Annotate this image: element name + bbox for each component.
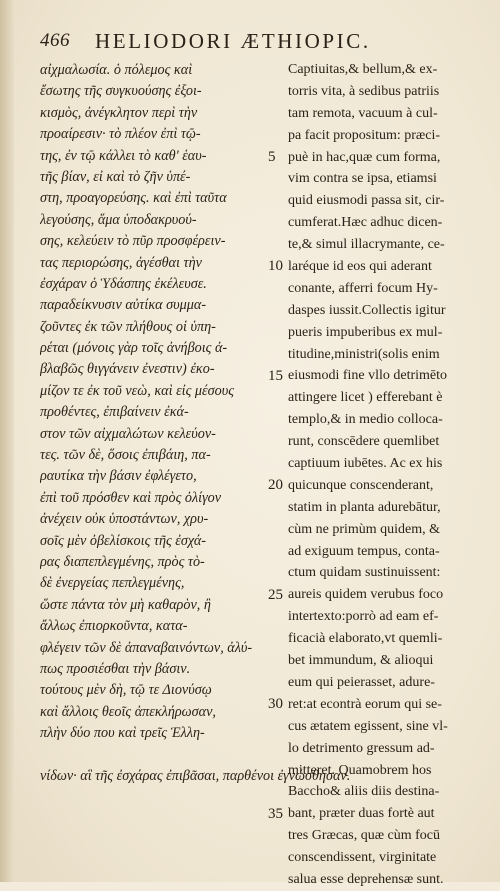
latin-text-line: tam remota, vacuum à cul- bbox=[288, 105, 438, 121]
greek-text-line: ρας διαπεπλεγμένης, πρὸς τὸ- bbox=[40, 553, 205, 570]
latin-text-line: pa facit propositum: præci- bbox=[288, 127, 441, 143]
greek-text-line: ἄλλως ἐπιορκοῦντα, κατα- bbox=[40, 618, 188, 635]
latin-text-line: quid eiusmodi passa sit, cir- bbox=[288, 193, 445, 209]
latin-text-line: torris vita, à sedibus patriis bbox=[288, 83, 440, 99]
greek-text-line: στη, προαγορεύσης. καὶ ἐπὶ ταῦτα bbox=[40, 190, 227, 207]
greek-text-line: ρέται (μόνοις γὰρ τοῖς ἀνήβοις ἀ- bbox=[40, 340, 228, 357]
greek-text-line: στον τῶν αἰχμαλώτων κελεύον- bbox=[40, 425, 216, 442]
line-number: 5 bbox=[268, 148, 276, 165]
latin-text-line: bet immundum, & alioqui bbox=[288, 653, 434, 669]
line-number: 30 bbox=[268, 696, 283, 713]
latin-text-line: aureis quidem verubus foco bbox=[288, 587, 444, 603]
running-title: HELIODORI ÆTHIOPIC. bbox=[95, 29, 371, 53]
greek-text-line: ζοῦντες ἐκ τῶν πλήθους οἱ ὑπη- bbox=[40, 318, 216, 335]
line-number: 35 bbox=[268, 805, 283, 822]
latin-text-line: attingere licet ) efferebant è bbox=[288, 390, 443, 406]
latin-text-line: intertexto:porrò ad eam ef- bbox=[288, 609, 439, 625]
greek-text-line: σης, κελεύειν τὸ πῦρ προσφέρειν- bbox=[40, 233, 226, 250]
greek-text-line: πλὴν δύο που καὶ τρεῖς Ἑλλη- bbox=[40, 725, 205, 742]
line-number: 10 bbox=[268, 258, 283, 275]
line-number: 15 bbox=[268, 367, 283, 384]
latin-text-line: lo detrimento gressum ad- bbox=[288, 740, 435, 756]
page-gutter bbox=[0, 0, 14, 882]
latin-text-line: quicunque conscenderant, bbox=[288, 477, 434, 493]
latin-text-line: ficacià elaborato,vt quemli- bbox=[288, 631, 443, 647]
greek-text-line: ἐσχάραν ὁ Ὑδάσπης ἐκέλευσε. bbox=[40, 275, 207, 292]
latin-text-line: laréque id eos qui aderant bbox=[288, 259, 432, 275]
greek-text-line: καὶ ἄλλοις θεοῖς ἀπεκλήρωσαν, bbox=[40, 703, 216, 720]
latin-text-line: Baccho& aliis diis destina- bbox=[288, 784, 440, 800]
greek-text-line: δὲ ἐνεργείας πεπλεγμένης, bbox=[40, 575, 185, 592]
greek-text-line: τες. τῶν δὲ, ὅσοις ἐπιβάιη, πα- bbox=[40, 447, 211, 464]
latin-text-line: eiusmodi fine vllo detrimēto bbox=[288, 368, 448, 384]
greek-text-line: βλαβῶς θιγγάνειν ἐνεστιν) ἐκο- bbox=[40, 361, 215, 378]
greek-text-line: πως προσιέσθαι τὴν βάσιν. bbox=[40, 660, 191, 677]
latin-text-line: puè in hac,quæ cum forma, bbox=[288, 149, 441, 165]
latin-text-line: tres Græcas, quæ cùm focū bbox=[288, 828, 441, 844]
latin-text-line: ctum quidam sustinuissent: bbox=[288, 565, 441, 581]
page-header bbox=[40, 28, 480, 58]
latin-text-line: cumferat.Hæc adhuc dicen- bbox=[288, 215, 443, 231]
greek-text-line: ραυτίκα τὴν βάσιν ἐφλέγετο, bbox=[40, 468, 197, 485]
greek-text-line: μίζον τε ἐκ τοῦ νεὼ, καὶ εἰς μέσους bbox=[40, 382, 234, 399]
latin-text-column bbox=[288, 59, 488, 891]
latin-text-line: conante, afferri focum Hy- bbox=[288, 280, 438, 296]
line-number: 25 bbox=[268, 586, 283, 603]
greek-text-line: προθέντες, ἐπιβαίνειν ἐκά- bbox=[40, 404, 189, 421]
latin-text-line: vim contra se ipsa, etiamsi bbox=[288, 171, 437, 187]
latin-text-line: templo,& in medio colloca- bbox=[288, 412, 443, 428]
latin-text-line: captiuum iubētes. Ac ex his bbox=[288, 456, 443, 472]
latin-text-line: ret:at econtrà eorum qui se- bbox=[288, 696, 442, 712]
greek-text-line: προαίρεσιν· τὸ πλέον ἐπὶ τῷ- bbox=[40, 126, 201, 143]
greek-text-line: τούτους μὲν δὴ, τῷ τε Διονύσῳ bbox=[40, 682, 212, 699]
latin-text-line: statim in planta adurebātur, bbox=[288, 499, 441, 515]
page-number: 466 bbox=[40, 30, 70, 51]
latin-text-line: cùm ne primùm quidem, & bbox=[288, 521, 441, 537]
latin-text-line: bant, præter duas fortè aut bbox=[288, 806, 435, 822]
greek-text-line: τας περιορώσης, ἀγέσθαι τὴν bbox=[40, 254, 202, 271]
greek-text-line: παραδείκνυσιν αὐτίκα συμμα- bbox=[40, 297, 207, 314]
greek-text-line: ἀνέχειν οὐκ ὑποστάντων, χρυ- bbox=[40, 511, 209, 528]
latin-text-line: cus ætatem egissent, sine vl- bbox=[288, 718, 448, 734]
greek-text-line: φλέγειν τῶν δὲ ἀπαναβαινόντων, ἀλύ- bbox=[40, 639, 253, 656]
greek-text-line: λεγούσης, ἅμα ὑποδακρυού- bbox=[40, 211, 197, 228]
greek-text-line: ἐπὶ τοῦ πρόσθεν καὶ πρὸς ὀλίγον bbox=[40, 489, 222, 506]
latin-text-line: ad exiguum tempus, conta- bbox=[288, 543, 440, 559]
latin-text-line: conscendissent, virginitate bbox=[288, 850, 437, 866]
greek-text-line: ὥστε πάντα τὸν μὴ καθαρὸν, ἢ bbox=[40, 596, 211, 613]
line-number: 20 bbox=[268, 477, 283, 494]
greek-last-line: νίδων· αἳ τῆς ἐσχάρας ἐπιβᾶσαι, παρθένοι ἐγνώσθησαν. bbox=[40, 768, 351, 784]
greek-text-line: ἔσωτης τῆς συγκυούσης ἐξοι- bbox=[40, 83, 202, 100]
greek-text-line: σοῖς μὲν ὀβελίσκοις τῆς ἐσχά- bbox=[40, 532, 206, 549]
greek-text-line: κισμὸς, ἀνέγκλητον περὶ τὴν bbox=[40, 104, 198, 121]
latin-text-line: Captiuitas,& bellum,& ex- bbox=[288, 62, 438, 77]
greek-text-line: της, ἐν τῷ κάλλει τὸ καθ' ἑαυ- bbox=[40, 147, 207, 164]
latin-text-line: eum qui peierasset, adure- bbox=[288, 674, 435, 690]
latin-text-line: salua esse deprehensæ sunt. bbox=[288, 871, 444, 887]
greek-text-line: τῆς βίαν, εἰ καὶ τὸ ζῆν ὑπέ- bbox=[40, 168, 191, 185]
greek-text-column bbox=[40, 60, 272, 745]
latin-text-line: te,& simul illacrymante, ce- bbox=[288, 237, 445, 253]
latin-text-line: pueris impuberibus ex mul- bbox=[288, 324, 443, 340]
latin-text-line: runt, conscēdere quemlibet bbox=[288, 434, 440, 450]
latin-text-line: daspes iussit.Collectis igitur bbox=[288, 302, 446, 318]
latin-text-line: mitteret. Quamobrem hos bbox=[288, 762, 432, 778]
greek-text-line: αἰχμαλωσία. ὁ πόλεμος καὶ bbox=[40, 62, 193, 78]
latin-text-line: titudine,ministri(solis enim bbox=[288, 346, 440, 362]
